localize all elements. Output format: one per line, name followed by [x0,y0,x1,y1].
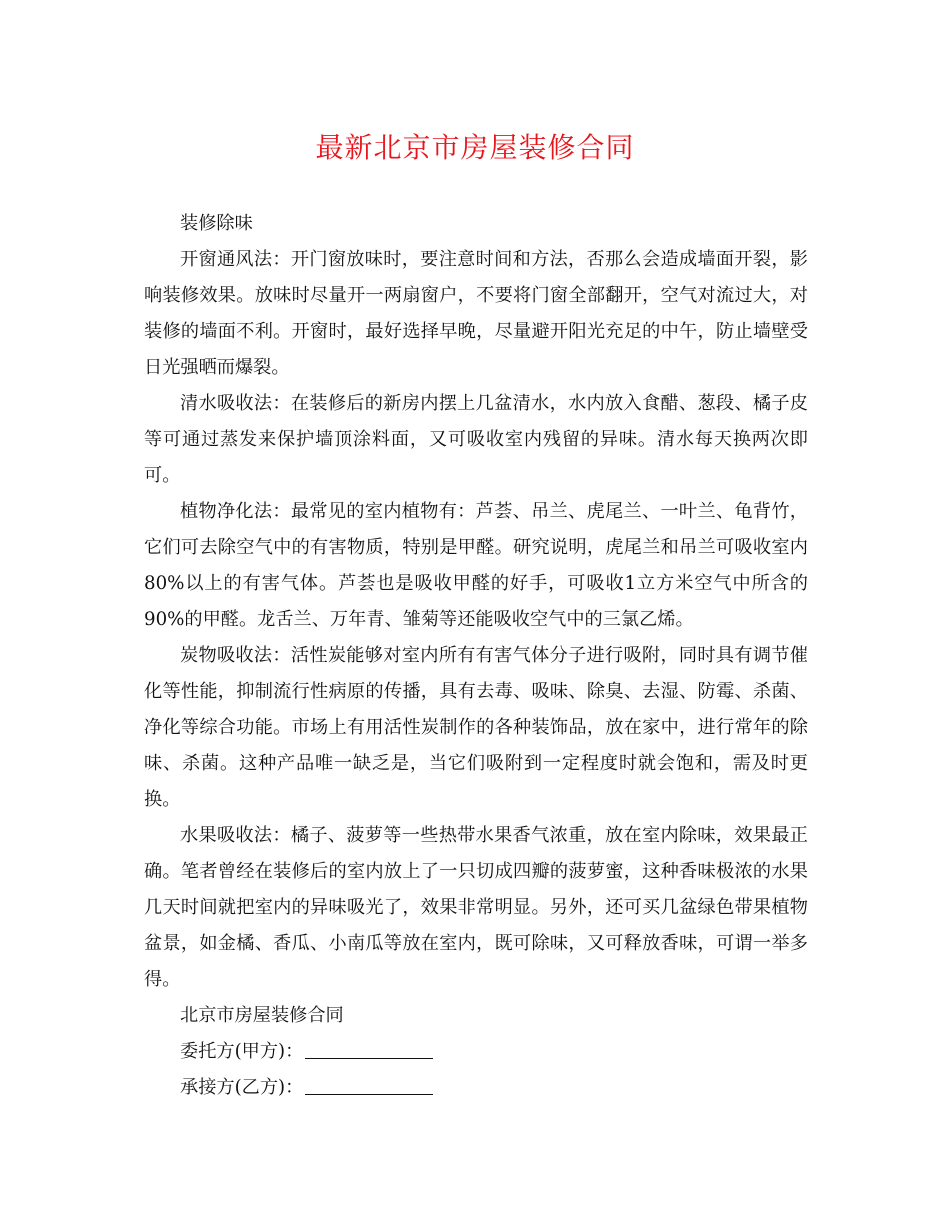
paragraph-water: 清水吸收法：在装修后的新房内摆上几盆清水，水内放入食醋、葱段、橘子皮等可通过蒸发来保护墙顶涂料面，又可吸收室内残留的异味。清水每天换两次即可。 [144,393,808,486]
paragraph-ventilation: 开窗通风法：开门窗放味时，要注意时间和方法，否那么会造成墙面开裂，影响装修效果。放味时尽量开一两扇窗户，不要将门窗全部翻开，空气对流过大，对装修的墙面不利。开窗时，最好选择早晚，尽量避开阳光充足的中午，防止墙壁受日光强晒而爆裂。 [144,249,808,378]
paragraph-charcoal: 炭物吸收法：活性炭能够对室内所有有害气体分子进行吸附，同时具有调节催化等性能，抑制流行性病原的传播，具有去毒、吸味、除臭、去湿、防霉、杀菌、净化等综合功能。市场上有用活性炭制作的各种装饰品，放在家中，进行常年的除味、杀菌。这种产品唯一缺乏是，当它们吸附到一定程度时就会饱和，需及时更换。 [144,645,808,810]
party-a-blank[interactable] [305,1038,433,1059]
document-title: 最新北京市房屋装修合同 [315,131,635,164]
party-b-label: 承接方(乙方)： [180,1077,304,1098]
paragraph-plants: 植物净化法：最常见的室内植物有：芦荟、吊兰、虎尾兰、一叶兰、龟背竹，它们可去除空气中的有害物质，特别是甲醛。研究说明，虎尾兰和吊兰可吸收室内80%以上的有害气体。芦荟也是吸收甲醛的好手，可吸收1立方米空气中所含的90%的甲醛。龙舌兰、万年青、雏菊等还能吸收空气中的三氯乙烯。 [144,501,808,630]
party-a-label: 委托方(甲方)： [180,1041,304,1062]
party-b-blank[interactable] [305,1074,433,1095]
document-body [144,206,808,1106]
paragraph-fruit: 水果吸收法：橘子、菠萝等一些热带水果香气浓重，放在室内除味，效果最正确。笔者曾经在装修后的室内放上了一只切成四瓣的菠萝蜜，这种香味极浓的水果几天时间就把室内的异味吸光了，效果非常明显。另外，还可买几盆绿色带果植物盆景，如金橘、香瓜、小南瓜等放在室内，既可除味，又可释放香味，可谓一举多得。 [144,825,808,990]
party-a-row [144,1034,808,1070]
section-heading: 装修除味 [180,213,253,234]
contract-title: 北京市房屋装修合同 [180,1005,344,1026]
party-b-row [144,1070,808,1106]
